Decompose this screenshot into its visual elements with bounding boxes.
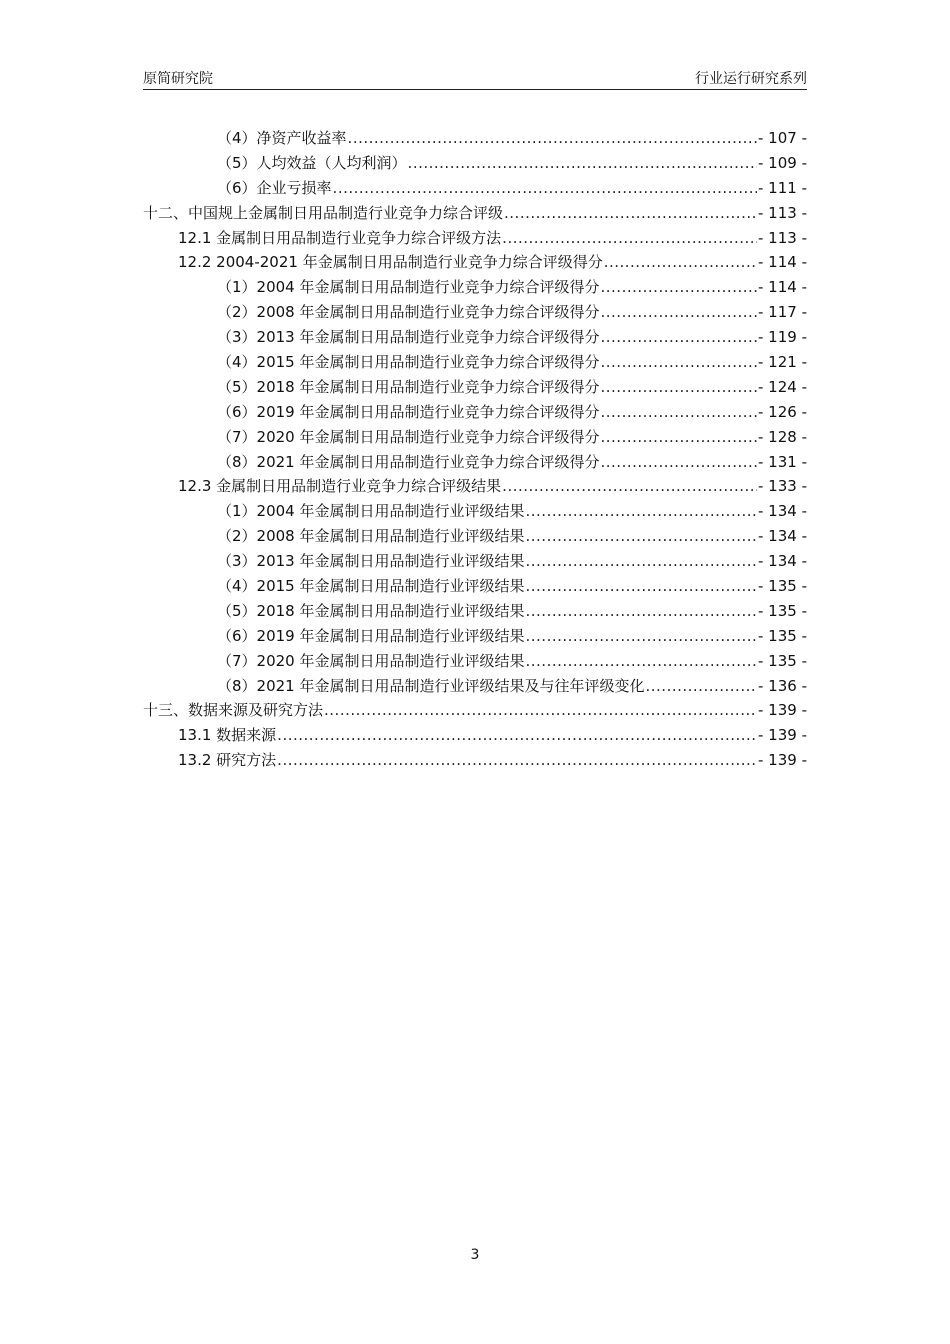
toc-entry-title: （3）2013 年金属制日用品制造行业评级结果 [217, 552, 525, 571]
toc-entry-title: 十二、中国规上金属制日用品制造行业竞争力综合评级 [143, 203, 504, 222]
toc-entry-page: - 136 - [758, 676, 807, 695]
page-header [143, 67, 807, 90]
toc-entry-title: 12.3 金属制日用品制造行业竞争力综合评级结果 [178, 477, 502, 496]
toc-entry[interactable] [143, 599, 807, 624]
page-number: 3 [470, 1247, 480, 1263]
toc-entry-page: - 135 - [758, 601, 807, 620]
toc-section-entry[interactable] [143, 723, 807, 748]
toc-entry-page: - 139 - [758, 701, 807, 720]
toc-dot-leader [526, 524, 758, 549]
toc-entry-title: （8）2021 年金属制日用品制造行业竞争力综合评级得分 [217, 452, 600, 471]
toc-dot-leader [526, 549, 758, 574]
toc-entry-title: （6）2019 年金属制日用品制造行业竞争力综合评级得分 [217, 402, 600, 421]
toc-entry-title: （4）净资产收益率 [217, 129, 347, 147]
header-series: 行业运行研究系列 [695, 71, 807, 87]
toc-entry-page: - 114 - [758, 253, 807, 272]
toc-dot-leader [601, 375, 758, 400]
toc-entry[interactable] [143, 450, 807, 475]
toc-entry[interactable] [143, 574, 807, 599]
toc-entry-page: - 124 - [758, 377, 807, 396]
toc-dot-leader [601, 425, 758, 450]
toc-entry-title: （8）2021 年金属制日用品制造行业评级结果及与往年评级变化 [217, 676, 645, 695]
table-of-contents [143, 126, 807, 773]
toc-dot-leader [348, 126, 757, 151]
toc-entry-page: - 113 - [758, 228, 807, 247]
toc-dot-leader [526, 574, 758, 599]
toc-entry-title: （3）2013 年金属制日用品制造行业竞争力综合评级得分 [217, 328, 600, 347]
toc-entry-page: - 139 - [758, 751, 807, 770]
toc-dot-leader [333, 176, 757, 201]
toc-entry[interactable] [143, 126, 807, 151]
toc-entry[interactable] [143, 400, 807, 425]
toc-dot-leader [502, 226, 757, 251]
toc-entry[interactable] [143, 624, 807, 649]
toc-dot-leader [526, 624, 758, 649]
toc-entry[interactable] [143, 549, 807, 574]
toc-entry[interactable] [143, 151, 807, 176]
toc-entry-title: （5）2018 年金属制日用品制造行业评级结果 [217, 601, 525, 620]
toc-entry-page: - 109 - [758, 153, 807, 172]
toc-entry-title: 12.1 金属制日用品制造行业竞争力综合评级方法 [178, 228, 502, 247]
toc-dot-leader [601, 325, 758, 350]
toc-entry-page: - 135 - [758, 577, 807, 596]
toc-dot-leader [646, 674, 758, 699]
toc-entry-title: （1）2004 年金属制日用品制造行业评级结果 [217, 502, 525, 521]
toc-dot-leader [601, 450, 758, 475]
toc-dot-leader [604, 250, 757, 275]
toc-section-entry[interactable] [143, 474, 807, 499]
toc-entry-page: - 119 - [758, 328, 807, 347]
toc-chapter-entry[interactable] [143, 201, 807, 226]
toc-entry[interactable] [143, 649, 807, 674]
toc-entry[interactable] [143, 325, 807, 350]
toc-dot-leader [277, 723, 757, 748]
toc-dot-leader [601, 350, 758, 375]
toc-entry-page: - 135 - [758, 651, 807, 670]
toc-entry[interactable] [143, 300, 807, 325]
toc-entry[interactable] [143, 425, 807, 450]
toc-chapter-entry[interactable] [143, 698, 807, 723]
toc-section-entry[interactable] [143, 250, 807, 275]
toc-dot-leader [526, 499, 758, 524]
toc-entry-title: （2）2008 年金属制日用品制造行业评级结果 [217, 527, 525, 546]
toc-dot-leader [504, 201, 757, 226]
toc-entry-page: - 113 - [758, 203, 807, 222]
toc-entry-title: 13.2 研究方法 [178, 751, 277, 770]
header-publisher: 原简研究院 [143, 71, 213, 87]
toc-dot-leader [526, 599, 758, 624]
toc-entry-page: - 134 - [758, 552, 807, 571]
toc-entry-page: - 126 - [758, 402, 807, 421]
toc-entry-page: - 111 - [758, 178, 807, 197]
toc-entry-page: - 139 - [758, 726, 807, 745]
toc-dot-leader [324, 698, 757, 723]
toc-dot-leader [408, 151, 757, 176]
toc-entry-page: - 131 - [758, 452, 807, 471]
toc-entry-page: - 114 - [758, 278, 807, 297]
toc-entry-title: （7）2020 年金属制日用品制造行业评级结果 [217, 651, 525, 670]
toc-entry-page: - 134 - [758, 502, 807, 521]
toc-entry-title: （6）2019 年金属制日用品制造行业评级结果 [217, 626, 525, 645]
toc-dot-leader [502, 474, 757, 499]
toc-entry-title: 12.2 2004-2021 年金属制日用品制造行业竞争力综合评级得分 [178, 253, 603, 272]
toc-entry-page: - 107 - [758, 129, 807, 147]
toc-entry[interactable] [143, 674, 807, 699]
toc-entry-title: （7）2020 年金属制日用品制造行业竞争力综合评级得分 [217, 427, 600, 446]
toc-dot-leader [277, 748, 757, 773]
toc-entry[interactable] [143, 350, 807, 375]
toc-entry-title: （4）2015 年金属制日用品制造行业竞争力综合评级得分 [217, 353, 600, 372]
toc-entry[interactable] [143, 375, 807, 400]
toc-section-entry[interactable] [143, 226, 807, 251]
toc-entry-title: （4）2015 年金属制日用品制造行业评级结果 [217, 577, 525, 596]
toc-entry-page: - 135 - [758, 626, 807, 645]
toc-dot-leader [526, 649, 758, 674]
toc-dot-leader [601, 400, 758, 425]
toc-entry-page: - 121 - [758, 353, 807, 372]
toc-entry-title: 十三、数据来源及研究方法 [143, 701, 324, 720]
toc-entry-page: - 117 - [758, 303, 807, 322]
toc-entry[interactable] [143, 176, 807, 201]
toc-entry[interactable] [143, 499, 807, 524]
toc-entry-title: （6）企业亏损率 [217, 178, 332, 197]
toc-entry-title: （1）2004 年金属制日用品制造行业竞争力综合评级得分 [217, 278, 600, 297]
toc-entry[interactable] [143, 275, 807, 300]
toc-entry-title: 13.1 数据来源 [178, 726, 277, 745]
toc-dot-leader [601, 275, 758, 300]
toc-dot-leader [601, 300, 758, 325]
toc-entry-title: （5）2018 年金属制日用品制造行业竞争力综合评级得分 [217, 377, 600, 396]
toc-entry-page: - 134 - [758, 527, 807, 546]
toc-entry-page: - 128 - [758, 427, 807, 446]
toc-section-entry[interactable] [143, 748, 807, 773]
toc-entry-title: （2）2008 年金属制日用品制造行业竞争力综合评级得分 [217, 303, 600, 322]
toc-entry[interactable] [143, 524, 807, 549]
toc-entry-page: - 133 - [758, 477, 807, 496]
toc-entry-title: （5）人均效益（人均利润） [217, 153, 407, 172]
